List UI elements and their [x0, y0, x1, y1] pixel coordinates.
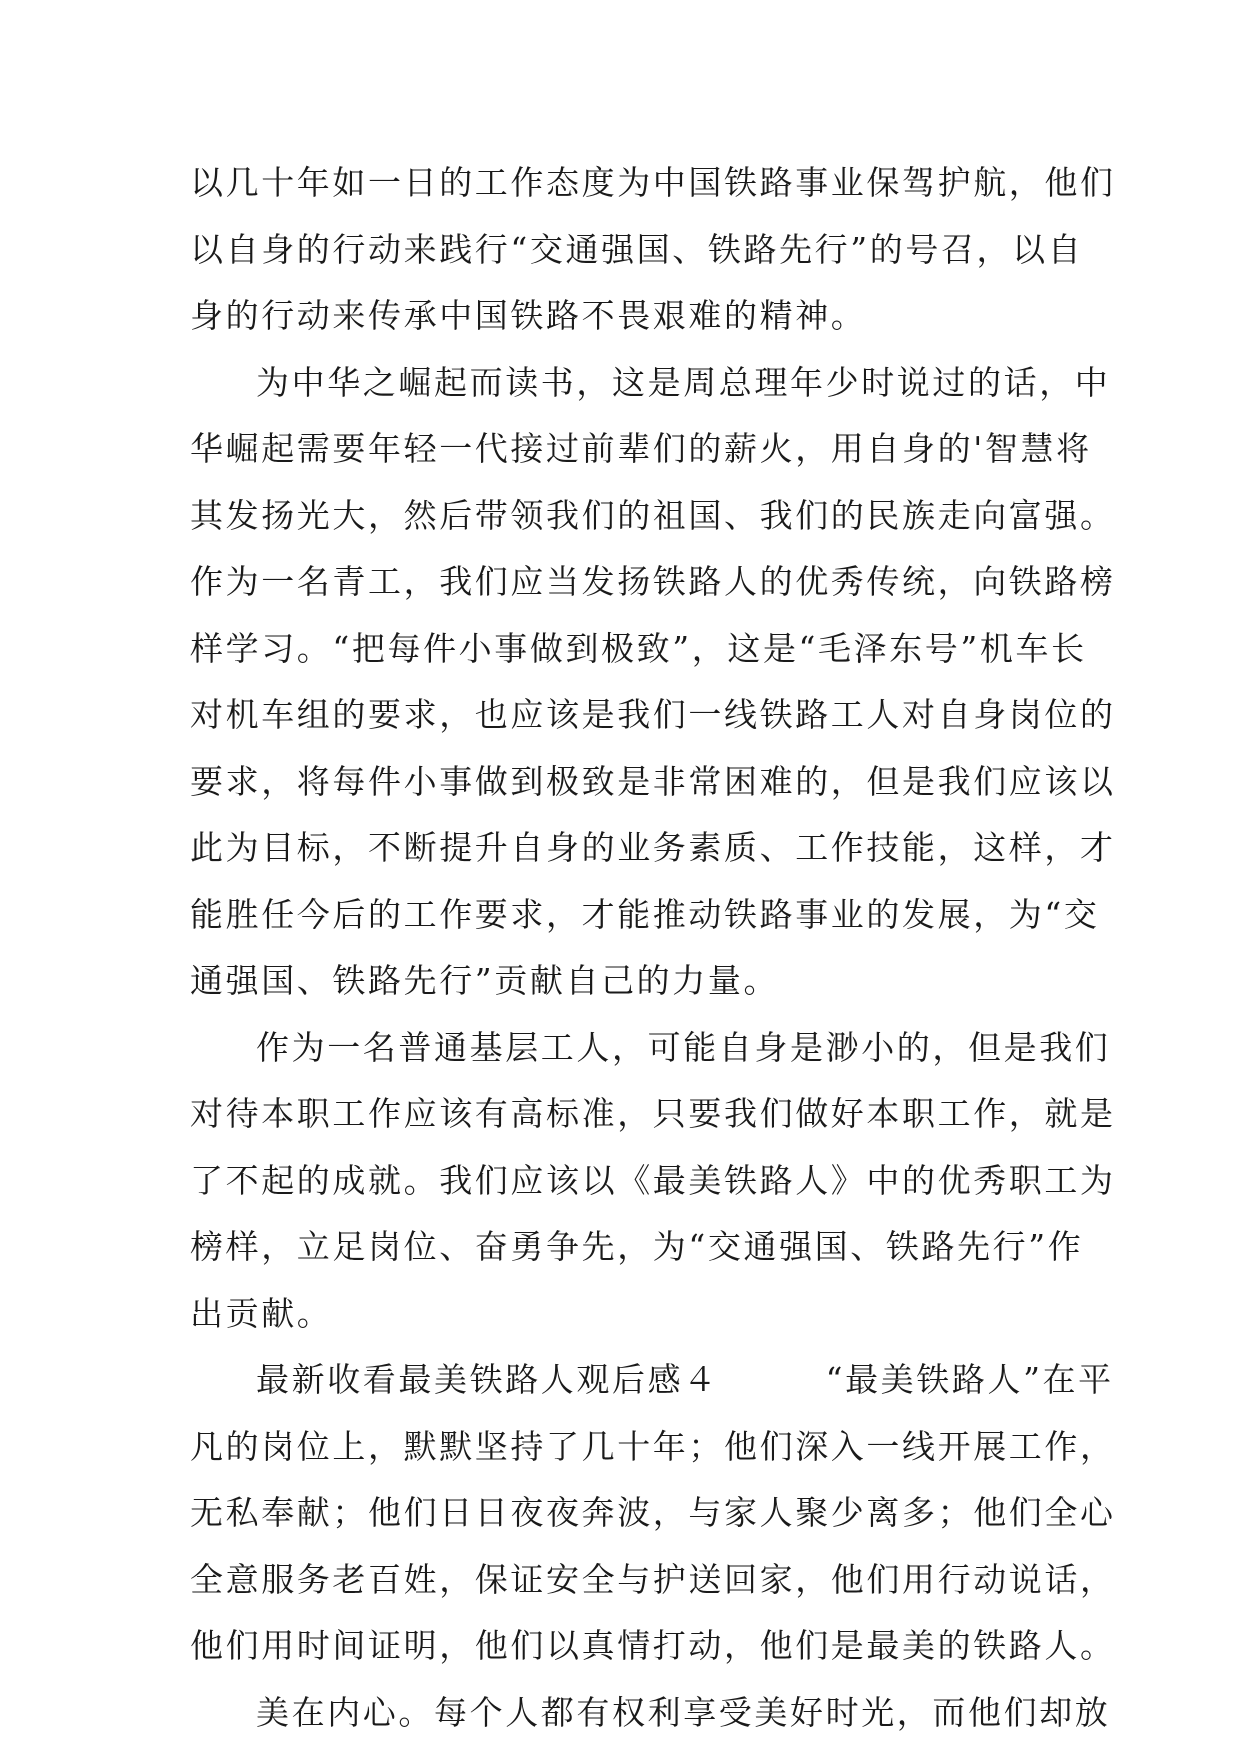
text-line: 此为目标，不断提升自身的业务素质、工作技能，这样，才 [190, 828, 1116, 867]
text-line: 华崛起需要年轻一代接过前辈们的薪火，用自身的'智慧将 [190, 429, 1092, 468]
text-line: 他们用时间证明，他们以真情打动，他们是最美的铁路人。 [190, 1626, 1116, 1665]
text-line: 出贡献。 [190, 1293, 333, 1333]
text-line: 凡的岗位上，默默坚持了几十年；他们深入一线开展工作， [190, 1426, 1116, 1466]
text-line: 无私奉献；他们日日夜夜奔波，与家人聚少离多；他们全心 [190, 1493, 1116, 1532]
text-line: 能胜任今后的工作要求，才能推动铁路事业的发展，为“交 [190, 894, 1100, 934]
paragraph-start-line: 作为一名普通基层工人，可能自身是渺小的，但是我们 [256, 1027, 1111, 1067]
text-line: 身的行动来传承中国铁路不畏艰难的精神。 [190, 296, 867, 335]
text-line: 对待本职工作应该有高标准，只要我们做好本职工作，就是 [190, 1094, 1116, 1133]
section-heading-line: 最新收看最美铁路人观后感４ “最美铁路人”在平 [256, 1360, 1114, 1399]
text-line: 以几十年如一日的工作态度为中国铁路事业保驾护航，他们 [190, 163, 1116, 202]
text-line: 要求，将每件小事做到极致是非常困难的，但是我们应该以 [190, 761, 1116, 801]
paragraph-start-line: 美在内心。每个人都有权利享受美好时光，而他们却放 [256, 1692, 1111, 1732]
text-line: 榜样，立足岗位、奋勇争先，为“交通强国、铁路先行”作 [190, 1227, 1084, 1266]
document-body [190, 158, 1116, 1754]
text-line: 了不起的成就。我们应该以《最美铁路人》中的优秀职工为 [190, 1160, 1116, 1200]
text-line: 通强国、铁路先行”贡献自己的力量。 [190, 961, 780, 1000]
text-line: 其发扬光大，然后带领我们的祖国、我们的民族走向富强。 [190, 495, 1116, 535]
text-line: 对机车组的要求，也应该是我们一线铁路工人对自身岗位的 [190, 695, 1116, 734]
text-line: 全意服务老百姓，保证安全与护送回家，他们用行动说话， [190, 1559, 1116, 1599]
text-line: 以自身的行动来践行“交通强国、铁路先行”的号召，以自 [190, 229, 1084, 269]
text-line: 作为一名青工，我们应当发扬铁路人的优秀传统，向铁路榜 [190, 562, 1116, 601]
paragraph-start-line: 为中华之崛起而读书，这是周总理年少时说过的话，中 [256, 362, 1111, 402]
text-line: 样学习。“把每件小事做到极致”，这是“毛泽东号”机车长 [190, 628, 1087, 668]
